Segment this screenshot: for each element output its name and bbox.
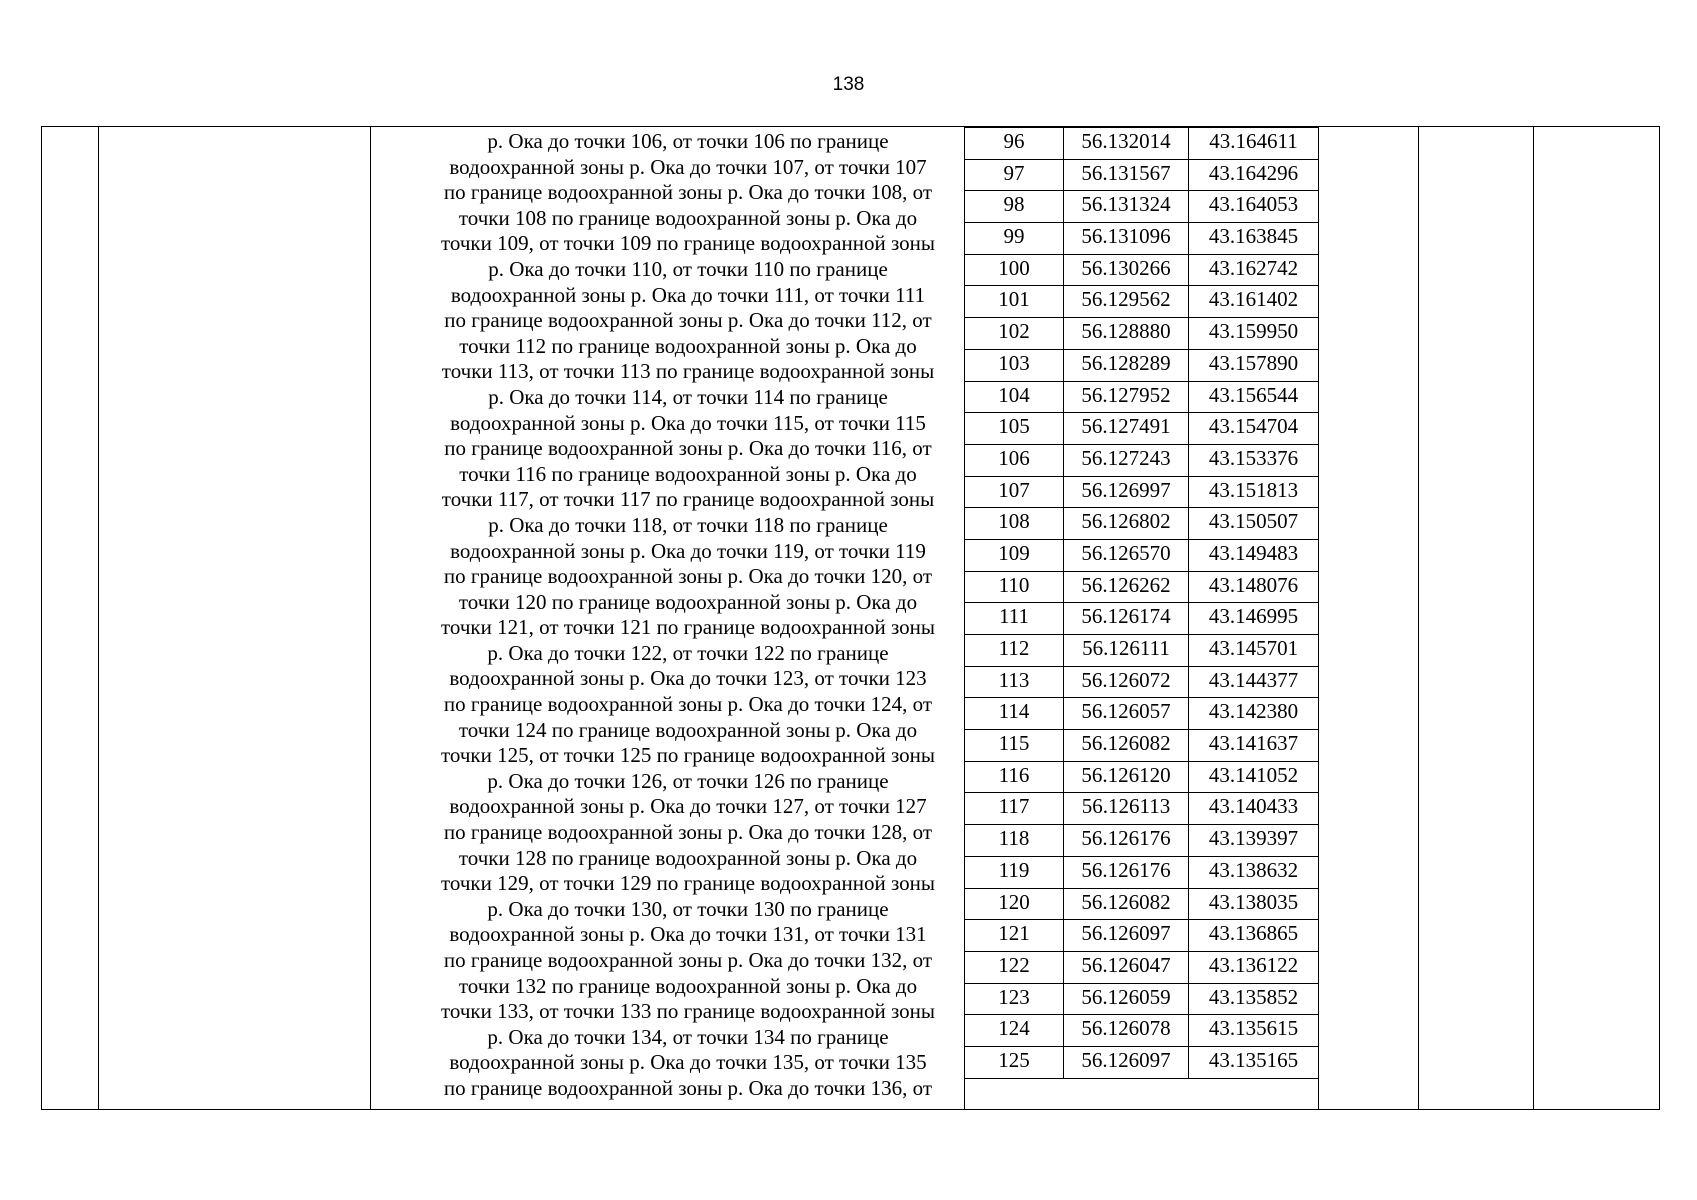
longitude-cell: 43.140433 [1189, 793, 1319, 825]
description-line: точки 117, от точки 117 по границе водоохранной зоны [441, 487, 935, 512]
latitude-cell: 56.126097 [1064, 1046, 1189, 1078]
latitude-cell: 56.126082 [1064, 888, 1189, 920]
table-row [965, 508, 1319, 540]
point-number-cell: 116 [965, 761, 1064, 793]
description-line: р. Ока до точки 118, от точки 118 по границе [488, 512, 888, 537]
latitude-cell: 56.126057 [1064, 698, 1189, 730]
table-row [965, 920, 1319, 952]
description-line: р. Ока до точки 134, от точки 134 по границе [487, 1024, 889, 1049]
point-number-cell: 125 [965, 1046, 1064, 1078]
point-number-cell: 106 [965, 444, 1064, 476]
point-number-cell: 105 [965, 413, 1064, 445]
table-row [965, 793, 1319, 825]
description-line: водоохранной зоны р. Ока до точки 131, от точки 131 [449, 922, 927, 947]
description-line: по границе водоохранной зоны р. Ока до точки 136, от [443, 1075, 933, 1100]
description-line: точки 124 по границе водоохранной зоны р. Ока до [458, 717, 918, 742]
description-line: точки 120 по границе водоохранной зоны р. Ока до [458, 589, 918, 614]
table-row [965, 128, 1319, 160]
point-number-cell: 108 [965, 508, 1064, 540]
description-line: водоохранной зоны р. Ока до точки 111, от точки 111 [450, 282, 926, 307]
description-line: по границе водоохранной зоны р. Ока до точки 112, от [444, 308, 932, 333]
point-number-cell: 104 [965, 381, 1064, 413]
table-row [965, 603, 1319, 635]
longitude-cell: 43.151813 [1189, 476, 1319, 508]
description-line: по границе водоохранной зоны р. Ока до точки 124, от [443, 692, 933, 717]
longitude-cell: 43.146995 [1189, 603, 1319, 635]
description-line: водоохранной зоны р. Ока до точки 135, от точки 135 [449, 1050, 927, 1075]
longitude-cell: 43.139397 [1189, 825, 1319, 857]
latitude-cell: 56.128880 [1064, 318, 1189, 350]
description-line: по границе водоохранной зоны р. Ока до точки 132, от [443, 948, 933, 972]
latitude-cell: 56.127491 [1064, 413, 1189, 445]
longitude-cell: 43.154704 [1189, 413, 1319, 445]
description-line: водоохранной зоны р. Ока до точки 123, от точки 123 [449, 666, 927, 691]
point-number-cell: 120 [965, 888, 1064, 920]
column-divider [1533, 127, 1534, 1109]
longitude-cell: 43.149483 [1189, 539, 1319, 571]
table-row [965, 951, 1319, 983]
latitude-cell: 56.129562 [1064, 286, 1189, 318]
longitude-cell: 43.159950 [1189, 318, 1319, 350]
point-number-cell: 115 [965, 730, 1064, 762]
description-line: водоохранной зоны р. Ока до точки 115, от точки 115 [450, 410, 926, 435]
description-line: р. Ока до точки 106, от точки 106 по границе [487, 129, 889, 153]
description-line: водоохранной зоны р. Ока до точки 119, от точки 119 [450, 538, 926, 563]
table-row [965, 191, 1319, 223]
table-row [965, 476, 1319, 508]
longitude-cell: 43.148076 [1189, 571, 1319, 603]
table-row [965, 159, 1319, 191]
description-line: водоохранной зоны р. Ока до точки 127, от точки 127 [449, 794, 927, 819]
latitude-cell: 56.126072 [1064, 666, 1189, 698]
longitude-cell: 43.141052 [1189, 761, 1319, 793]
table-row [965, 286, 1319, 318]
description-line: точки 113, от точки 113 по границе водоохранной зоны [441, 359, 935, 384]
point-number-cell: 111 [965, 603, 1064, 635]
column-divider [1418, 127, 1419, 1109]
table-row [965, 571, 1319, 603]
description-line: р. Ока до точки 122, от точки 122 по границе [487, 640, 889, 665]
point-number-cell: 97 [965, 159, 1064, 191]
description-line: по границе водоохранной зоны р. Ока до точки 120, от [443, 564, 933, 589]
page-number: 138 [832, 74, 865, 95]
table-row [965, 444, 1319, 476]
description-line: р. Ока до точки 110, от точки 110 по границе [488, 256, 888, 281]
latitude-cell: 56.131324 [1064, 191, 1189, 223]
description-line: точки 133, от точки 133 по границе водоохранной зоны [441, 999, 935, 1024]
latitude-cell: 56.126176 [1064, 856, 1189, 888]
latitude-cell: 56.131567 [1064, 159, 1189, 191]
point-number-cell: 96 [965, 128, 1064, 160]
point-number-cell: 121 [965, 920, 1064, 952]
point-number-cell: 107 [965, 476, 1064, 508]
latitude-cell: 56.126997 [1064, 476, 1189, 508]
point-number-cell: 112 [965, 635, 1064, 667]
latitude-cell: 56.126570 [1064, 539, 1189, 571]
table-row [965, 761, 1319, 793]
latitude-cell: 56.126174 [1064, 603, 1189, 635]
table-row [965, 666, 1319, 698]
latitude-cell: 56.126176 [1064, 825, 1189, 857]
longitude-cell: 43.138632 [1189, 856, 1319, 888]
table-row [965, 413, 1319, 445]
table-row [965, 1015, 1319, 1047]
latitude-cell: 56.126113 [1064, 793, 1189, 825]
description-line: точки 121, от точки 121 по границе водоохранной зоны [441, 615, 935, 640]
description-line: точки 132 по границе водоохранной зоны р. Ока до [458, 973, 918, 998]
point-number-cell: 114 [965, 698, 1064, 730]
description-line: р. Ока до точки 126, от точки 126 по границе [487, 768, 889, 793]
longitude-cell: 43.135852 [1189, 983, 1319, 1015]
description-line: водоохранной зоны р. Ока до точки 107, от точки 107 [449, 154, 927, 179]
point-number-cell: 110 [965, 571, 1064, 603]
table-row [965, 825, 1319, 857]
latitude-cell: 56.126097 [1064, 920, 1189, 952]
latitude-cell: 56.127952 [1064, 381, 1189, 413]
latitude-cell: 56.126078 [1064, 1015, 1189, 1047]
latitude-cell: 56.130266 [1064, 254, 1189, 286]
point-number-cell: 119 [965, 856, 1064, 888]
longitude-cell: 43.164611 [1189, 128, 1319, 160]
point-number-cell: 102 [965, 318, 1064, 350]
latitude-cell: 56.126262 [1064, 571, 1189, 603]
column-divider [98, 127, 99, 1109]
coordinates-table [964, 127, 1319, 1079]
point-number-cell: 109 [965, 539, 1064, 571]
point-number-cell: 103 [965, 349, 1064, 381]
table-row [965, 888, 1319, 920]
longitude-cell: 43.141637 [1189, 730, 1319, 762]
point-number-cell: 117 [965, 793, 1064, 825]
longitude-cell: 43.153376 [1189, 444, 1319, 476]
latitude-cell: 56.132014 [1064, 128, 1189, 160]
description-line: точки 109, от точки 109 по границе водоохранной зоны [441, 231, 935, 256]
table-row [965, 254, 1319, 286]
description-line: по границе водоохранной зоны р. Ока до точки 116, от [444, 436, 932, 461]
description-line: точки 108 по границе водоохранной зоны р. Ока до [458, 205, 918, 230]
point-number-cell: 98 [965, 191, 1064, 223]
latitude-cell: 56.126111 [1064, 635, 1189, 667]
latitude-cell: 56.128289 [1064, 349, 1189, 381]
table-row [965, 349, 1319, 381]
longitude-cell: 43.136865 [1189, 920, 1319, 952]
description-line: точки 129, от точки 129 по границе водоохранной зоны [441, 871, 935, 896]
longitude-cell: 43.142380 [1189, 698, 1319, 730]
description-line: р. Ока до точки 130, от точки 130 по границе [487, 896, 889, 921]
table-row [965, 635, 1319, 667]
latitude-cell: 56.126059 [1064, 983, 1189, 1015]
column-divider [370, 127, 371, 1109]
longitude-cell: 43.161402 [1189, 286, 1319, 318]
table-row [965, 223, 1319, 255]
latitude-cell: 56.126082 [1064, 730, 1189, 762]
description-line: точки 112 по границе водоохранной зоны р. Ока до [459, 333, 917, 358]
description-line: по границе водоохранной зоны р. Ока до точки 108, от [443, 180, 933, 205]
longitude-cell: 43.163845 [1189, 223, 1319, 255]
point-number-cell: 101 [965, 286, 1064, 318]
latitude-cell: 56.126047 [1064, 951, 1189, 983]
description-line: точки 125, от точки 125 по границе водоохранной зоны [441, 743, 935, 768]
boundary-description [412, 127, 964, 1109]
point-number-cell: 118 [965, 825, 1064, 857]
latitude-cell: 56.126802 [1064, 508, 1189, 540]
table-row [965, 698, 1319, 730]
latitude-cell: 56.127243 [1064, 444, 1189, 476]
table-row [965, 318, 1319, 350]
table-row [965, 539, 1319, 571]
table-row [965, 730, 1319, 762]
latitude-cell: 56.126120 [1064, 761, 1189, 793]
longitude-cell: 43.162742 [1189, 254, 1319, 286]
longitude-cell: 43.144377 [1189, 666, 1319, 698]
longitude-cell: 43.164296 [1189, 159, 1319, 191]
latitude-cell: 56.131096 [1064, 223, 1189, 255]
description-line: по границе водоохранной зоны р. Ока до точки 128, от [443, 820, 933, 845]
longitude-cell: 43.164053 [1189, 191, 1319, 223]
description-line: р. Ока до точки 114, от точки 114 по границе [488, 384, 888, 409]
point-number-cell: 122 [965, 951, 1064, 983]
description-line: точки 128 по границе водоохранной зоны р. Ока до [458, 845, 918, 870]
point-number-cell: 124 [965, 1015, 1064, 1047]
table-row [965, 1046, 1319, 1078]
longitude-cell: 43.135615 [1189, 1015, 1319, 1047]
table-row [965, 381, 1319, 413]
point-number-cell: 123 [965, 983, 1064, 1015]
longitude-cell: 43.136122 [1189, 951, 1319, 983]
point-number-cell: 99 [965, 223, 1064, 255]
point-number-cell: 113 [965, 666, 1064, 698]
longitude-cell: 43.138035 [1189, 888, 1319, 920]
point-number-cell: 100 [965, 254, 1064, 286]
longitude-cell: 43.157890 [1189, 349, 1319, 381]
table-row [965, 983, 1319, 1015]
description-line: точки 116 по границе водоохранной зоны р. Ока до [459, 461, 917, 486]
longitude-cell: 43.145701 [1189, 635, 1319, 667]
document-table [41, 126, 1660, 1110]
longitude-cell: 43.150507 [1189, 508, 1319, 540]
table-row [965, 856, 1319, 888]
longitude-cell: 43.156544 [1189, 381, 1319, 413]
longitude-cell: 43.135165 [1189, 1046, 1319, 1078]
